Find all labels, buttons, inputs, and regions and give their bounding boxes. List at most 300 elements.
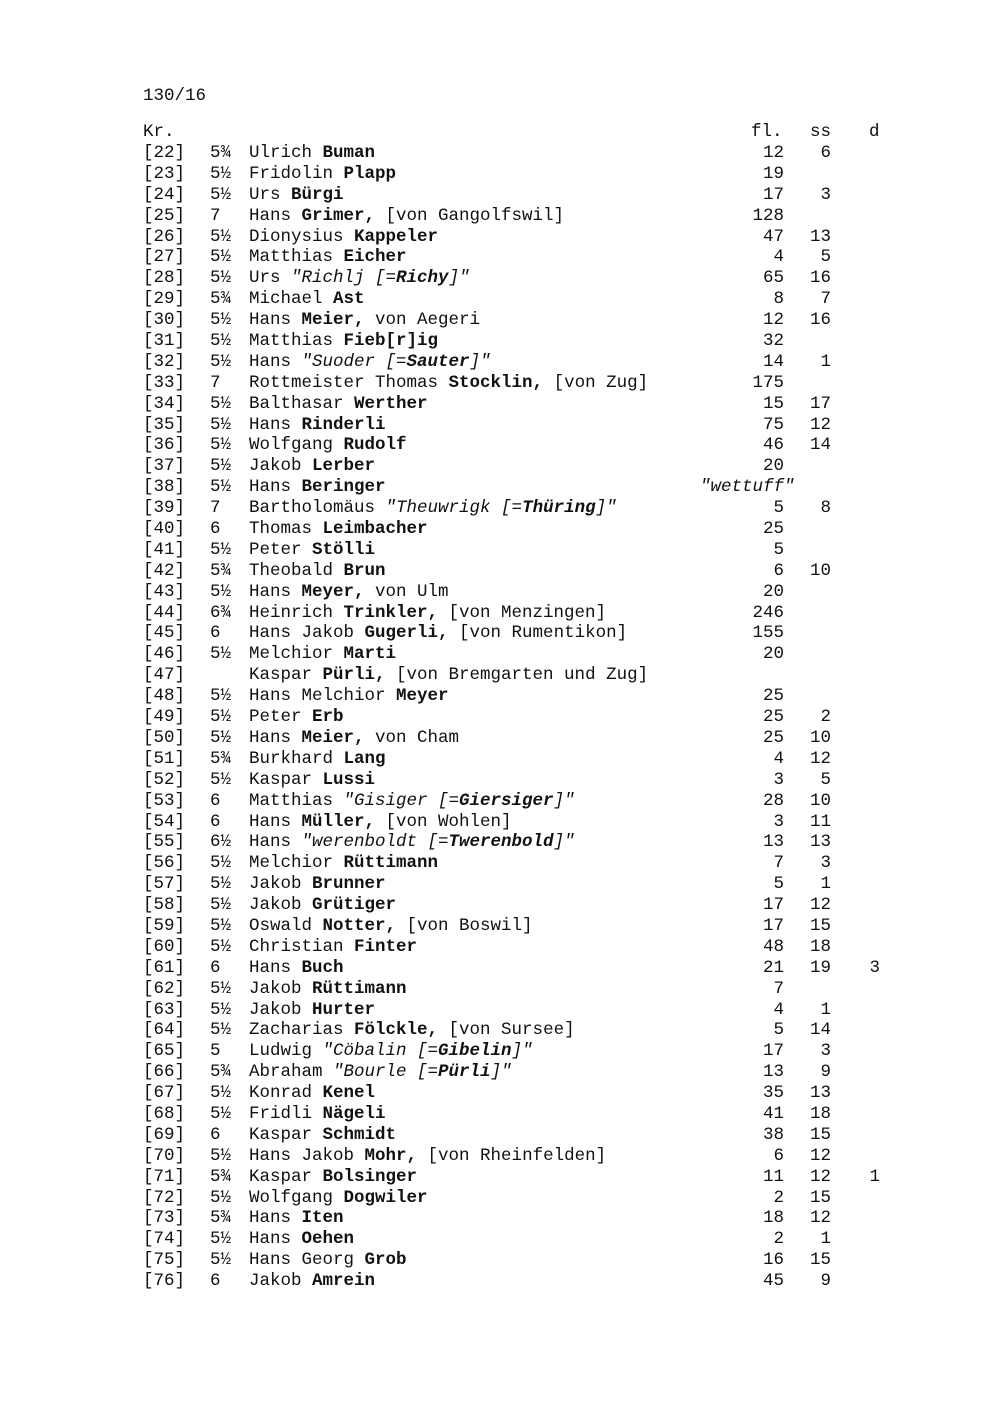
row-number: [51] — [143, 748, 186, 769]
amount-ss: 15 — [809, 915, 831, 936]
table-row — [0, 519, 1000, 540]
interest-rate: 5½ — [210, 477, 232, 498]
amount-ss: 14 — [809, 1020, 831, 1041]
amount-fl: 12 — [762, 143, 784, 163]
interest-rate: 5½ — [210, 727, 232, 748]
table-row — [0, 749, 1000, 770]
amount-d: 1 — [869, 1166, 880, 1187]
amount-ss: 13 — [809, 832, 831, 853]
interest-rate: 5½ — [210, 331, 232, 352]
table-row — [0, 561, 1000, 582]
row-number: [74] — [143, 1229, 186, 1250]
amount-fl: 2 — [773, 1229, 784, 1250]
amount-ss: 12 — [809, 414, 831, 435]
debtor-name: Jakob Rüttimann — [249, 978, 407, 999]
debtor-name: Jakob Brunner — [249, 874, 386, 895]
table-row — [0, 665, 1000, 686]
row-number: [32] — [143, 351, 186, 372]
interest-rate: 5½ — [210, 247, 232, 268]
amount-ss: 1 — [820, 1229, 831, 1250]
debtor-name: Hans Müller, [von Wohlen] — [249, 811, 512, 832]
table-row — [0, 1250, 1000, 1271]
debtor-name: Michael Ast — [249, 289, 365, 310]
interest-rate: 6 — [210, 1124, 221, 1145]
amount-ss: 9 — [820, 1271, 831, 1292]
row-number: [49] — [143, 707, 186, 728]
amount-ss: 13 — [809, 1083, 831, 1104]
interest-rate: 5½ — [210, 1020, 232, 1041]
amount-ss: 18 — [809, 1103, 831, 1124]
table-row — [0, 1020, 1000, 1041]
amount-fl: 45 — [762, 1271, 784, 1292]
amount-fl: 17 — [762, 915, 784, 936]
amount-fl: 20 — [762, 581, 784, 602]
table-row — [0, 415, 1000, 436]
amount-fl: 19 — [762, 163, 784, 184]
amount-ss: 12 — [809, 1145, 831, 1166]
amount-fl: 128 — [752, 205, 784, 226]
amount-fl: 246 — [752, 602, 784, 623]
amount-ss: 17 — [809, 393, 831, 414]
debtor-name: Hans Meier, von Aegeri — [249, 310, 481, 331]
amount-fl: 13 — [762, 832, 784, 853]
interest-rate: 5¾ — [210, 289, 232, 310]
row-number: [59] — [143, 915, 186, 936]
table-row — [0, 206, 1000, 227]
interest-rate: 6 — [210, 1271, 221, 1292]
row-number: [54] — [143, 811, 186, 832]
row-number: [67] — [143, 1083, 186, 1104]
amount-fl: 13 — [762, 1062, 784, 1083]
row-number: [52] — [143, 769, 186, 790]
amount-ss: 16 — [809, 268, 831, 289]
table-row — [0, 331, 1000, 352]
amount-fl: 5 — [773, 539, 784, 560]
table-row — [0, 164, 1000, 185]
interest-rate: 5¾ — [210, 1208, 232, 1229]
debtor-name: Kaspar Pürli, [von Bremgarten und Zug] — [249, 665, 649, 686]
amount-fl: 17 — [762, 895, 784, 916]
amount-fl: 7 — [773, 853, 784, 874]
amount-ss: 10 — [809, 727, 831, 748]
row-number: [26] — [143, 226, 186, 247]
interest-rate: 5½ — [210, 351, 232, 372]
interest-rate: 5½ — [210, 936, 232, 957]
row-number: [71] — [143, 1166, 186, 1187]
amount-ss: 1 — [820, 351, 831, 372]
row-number: [43] — [143, 581, 186, 602]
row-number: [53] — [143, 790, 186, 811]
amount-fl: 65 — [762, 268, 784, 289]
row-number: [75] — [143, 1250, 186, 1271]
debtor-name: Hans Grimer, [von Gangolfswil] — [249, 205, 565, 226]
table-row — [0, 477, 1000, 498]
table-row — [0, 185, 1000, 206]
interest-rate: 6¾ — [210, 602, 232, 623]
interest-rate: 7 — [210, 498, 221, 519]
amount-ss: 11 — [809, 811, 831, 832]
row-number: [64] — [143, 1020, 186, 1041]
row-number: [70] — [143, 1145, 186, 1166]
amount-d: 3 — [869, 957, 880, 978]
table-row — [0, 268, 1000, 289]
row-number: [41] — [143, 539, 186, 560]
table-row — [0, 895, 1000, 916]
page-number: 130/16 — [143, 86, 207, 106]
table-row — [0, 1146, 1000, 1167]
amount-fl: 5 — [773, 874, 784, 895]
header-d: d — [869, 122, 880, 142]
table-row — [0, 874, 1000, 895]
debtor-name: Rottmeister Thomas Stocklin, [von Zug] — [249, 372, 649, 393]
debtor-name: Christian Finter — [249, 936, 418, 957]
row-number: [58] — [143, 895, 186, 916]
table-row — [0, 247, 1000, 268]
interest-rate: 5¾ — [210, 748, 232, 769]
table-row — [0, 498, 1000, 519]
interest-rate: 5½ — [210, 707, 232, 728]
row-number: [44] — [143, 602, 186, 623]
amount-ss: 12 — [809, 748, 831, 769]
amount-fl: 6 — [773, 560, 784, 581]
table-row — [0, 1062, 1000, 1083]
table-row — [0, 1229, 1000, 1250]
interest-rate: 6 — [210, 811, 221, 832]
row-number: [28] — [143, 268, 186, 289]
amount-ss: 12 — [809, 1166, 831, 1187]
row-number: [69] — [143, 1124, 186, 1145]
debtor-name: Hans Jakob Gugerli, [von Rumentikon] — [249, 623, 628, 644]
interest-rate: 5¾ — [210, 1166, 232, 1187]
table-row — [0, 143, 1000, 164]
amount-fl: 20 — [762, 456, 784, 477]
row-number: [27] — [143, 247, 186, 268]
debtor-name: Jakob Grütiger — [249, 895, 397, 916]
row-number: [48] — [143, 686, 186, 707]
table-row — [0, 623, 1000, 644]
debtor-name: Kaspar Lussi — [249, 769, 376, 790]
amount-fl: 11 — [762, 1166, 784, 1187]
interest-rate: 5½ — [210, 184, 232, 205]
interest-rate: 5½ — [210, 435, 232, 456]
amount-ss: 16 — [809, 310, 831, 331]
row-number: [62] — [143, 978, 186, 999]
amount-ss: 3 — [820, 184, 831, 205]
row-number: [34] — [143, 393, 186, 414]
row-number: [37] — [143, 456, 186, 477]
interest-rate: 5 — [210, 1041, 221, 1062]
row-number: [63] — [143, 999, 186, 1020]
interest-rate: 5½ — [210, 1250, 232, 1271]
table-row — [0, 540, 1000, 561]
debtor-name: Fridolin Plapp — [249, 163, 397, 184]
table-row — [0, 456, 1000, 477]
interest-rate: 5½ — [210, 268, 232, 289]
row-number: [66] — [143, 1062, 186, 1083]
debtor-name: Thomas Leimbacher — [249, 519, 428, 540]
row-number: [46] — [143, 644, 186, 665]
row-number: [22] — [143, 143, 186, 163]
interest-rate: 5¾ — [210, 560, 232, 581]
header-ss: ss — [810, 122, 832, 142]
interest-rate: 5½ — [210, 456, 232, 477]
debtor-name: Hans "Suoder [=Sauter]" — [249, 351, 491, 372]
debtor-name: Jakob Lerber — [249, 456, 376, 477]
debtor-name: Melchior Rüttimann — [249, 853, 439, 874]
amount-ss: 15 — [809, 1124, 831, 1145]
debtor-name: Hans Buch — [249, 957, 344, 978]
amount-fl: 16 — [762, 1250, 784, 1271]
debtor-name: Peter Stölli — [249, 539, 376, 560]
table-row — [0, 791, 1000, 812]
amount-ss: 10 — [809, 560, 831, 581]
debtor-name: Ludwig "Cöbalin [=Gibelin]" — [249, 1041, 533, 1062]
interest-rate: 5½ — [210, 999, 232, 1020]
table-row — [0, 1000, 1000, 1021]
table-row — [0, 1208, 1000, 1229]
amount-fl: 38 — [762, 1124, 784, 1145]
amount-ss: 2 — [820, 707, 831, 728]
table-row — [0, 352, 1000, 373]
debtor-name: Burkhard Lang — [249, 748, 386, 769]
amount-fl: 21 — [762, 957, 784, 978]
amount-fl: 14 — [762, 351, 784, 372]
interest-rate: 5½ — [210, 978, 232, 999]
amount-fl: 75 — [762, 414, 784, 435]
amount-fl: 18 — [762, 1208, 784, 1229]
table-row — [0, 373, 1000, 394]
interest-rate: 5½ — [210, 1229, 232, 1250]
amount-ss: 7 — [820, 289, 831, 310]
amount-ss: 12 — [809, 895, 831, 916]
header-fl: fl. — [751, 122, 783, 142]
table-row — [0, 310, 1000, 331]
amount-ss: 18 — [809, 936, 831, 957]
debtor-name: Matthias "Gisiger [=Giersiger]" — [249, 790, 575, 811]
amount-ss: 5 — [820, 247, 831, 268]
interest-rate: 5½ — [210, 393, 232, 414]
row-number: [45] — [143, 623, 186, 644]
amount-ss: 1 — [820, 999, 831, 1020]
interest-rate: 5½ — [210, 581, 232, 602]
debtor-name: Kaspar Schmidt — [249, 1124, 397, 1145]
interest-rate: 5½ — [210, 874, 232, 895]
amount-ss: 19 — [809, 957, 831, 978]
debtor-name: Ulrich Buman — [249, 143, 376, 163]
row-number: [39] — [143, 498, 186, 519]
amount-fl: 46 — [762, 435, 784, 456]
amount-ss: 5 — [820, 769, 831, 790]
debtor-name: Jakob Hurter — [249, 999, 376, 1020]
amount-fl: 17 — [762, 1041, 784, 1062]
amount-fl: 8 — [773, 289, 784, 310]
ledger-table — [0, 143, 1000, 1292]
interest-rate: 7 — [210, 372, 221, 393]
debtor-name: Peter Erb — [249, 707, 344, 728]
row-number: [30] — [143, 310, 186, 331]
amount-fl: 48 — [762, 936, 784, 957]
amount-fl: 17 — [762, 184, 784, 205]
interest-rate: 5½ — [210, 310, 232, 331]
amount-fl: 7 — [773, 978, 784, 999]
row-number: [57] — [143, 874, 186, 895]
amount-fl: 15 — [762, 393, 784, 414]
amount-fl: 28 — [762, 790, 784, 811]
table-row — [0, 979, 1000, 1000]
amount-fl: 6 — [773, 1145, 784, 1166]
amount-ss: 15 — [809, 1187, 831, 1208]
table-row — [0, 227, 1000, 248]
debtor-name: Hans Beringer — [249, 477, 386, 498]
debtor-name: Hans Jakob Mohr, [von Rheinfelden] — [249, 1145, 607, 1166]
table-row — [0, 728, 1000, 749]
amount-ss: 8 — [820, 498, 831, 519]
debtor-name: Hans Georg Grob — [249, 1250, 407, 1271]
debtor-name: Dionysius Kappeler — [249, 226, 439, 247]
table-row — [0, 1125, 1000, 1146]
table-row — [0, 644, 1000, 665]
amount-fl: 3 — [773, 811, 784, 832]
table-row — [0, 770, 1000, 791]
amount-fl: 20 — [762, 644, 784, 665]
row-number: [73] — [143, 1208, 186, 1229]
interest-rate: 6 — [210, 623, 221, 644]
debtor-name: Balthasar Werther — [249, 393, 428, 414]
row-number: [47] — [143, 665, 186, 686]
interest-rate: 6 — [210, 519, 221, 540]
debtor-name: Wolfgang Dogwiler — [249, 1187, 428, 1208]
table-row — [0, 686, 1000, 707]
amount-ss: 13 — [809, 226, 831, 247]
amount-ss: 9 — [820, 1062, 831, 1083]
table-row — [0, 958, 1000, 979]
row-number: [29] — [143, 289, 186, 310]
amount-fl: 47 — [762, 226, 784, 247]
row-number: [60] — [143, 936, 186, 957]
table-row — [0, 289, 1000, 310]
debtor-name: Abraham "Bourle [=Pürli]" — [249, 1062, 512, 1083]
interest-rate: 5½ — [210, 853, 232, 874]
amount-fl: 4 — [773, 247, 784, 268]
table-row — [0, 916, 1000, 937]
amount-fl: 3 — [773, 769, 784, 790]
table-row — [0, 1083, 1000, 1104]
interest-rate: 5½ — [210, 895, 232, 916]
amount-fl: 5 — [773, 1020, 784, 1041]
amount-ss: 15 — [809, 1250, 831, 1271]
interest-rate: 5½ — [210, 915, 232, 936]
interest-rate: 5½ — [210, 539, 232, 560]
debtor-name: Fridli Nägeli — [249, 1103, 386, 1124]
debtor-name: Oswald Notter, [von Boswil] — [249, 915, 533, 936]
amount-ss: 14 — [809, 435, 831, 456]
debtor-name: Hans Meyer, von Ulm — [249, 581, 449, 602]
amount-ss: 3 — [820, 853, 831, 874]
debtor-name: Hans "werenboldt [=Twerenbold]" — [249, 832, 575, 853]
amount-fl: 2 — [773, 1187, 784, 1208]
row-number: [35] — [143, 414, 186, 435]
debtor-name: Zacharias Fölckle, [von Sursee] — [249, 1020, 575, 1041]
amount-ss: 1 — [820, 874, 831, 895]
table-row — [0, 1271, 1000, 1292]
interest-rate: 5½ — [210, 414, 232, 435]
row-number: [72] — [143, 1187, 186, 1208]
row-number: [31] — [143, 331, 186, 352]
interest-rate: 6½ — [210, 832, 232, 853]
debtor-name: Urs "Richlj [=Richy]" — [249, 268, 470, 289]
row-number: [50] — [143, 727, 186, 748]
interest-rate: 6 — [210, 957, 221, 978]
row-number: [65] — [143, 1041, 186, 1062]
amount-fl: 5 — [773, 498, 784, 519]
amount-fl: 175 — [752, 372, 784, 393]
row-number: [55] — [143, 832, 186, 853]
amount-fl: 12 — [762, 310, 784, 331]
row-number: [68] — [143, 1103, 186, 1124]
amount-ss: 12 — [809, 1208, 831, 1229]
table-row — [0, 1041, 1000, 1062]
table-row — [0, 435, 1000, 456]
table-row — [0, 707, 1000, 728]
debtor-name: Matthias Fieb[r]ig — [249, 331, 439, 352]
debtor-name: Hans Iten — [249, 1208, 344, 1229]
amount-fl: 4 — [773, 748, 784, 769]
row-number: [61] — [143, 957, 186, 978]
debtor-name: Hans Rinderli — [249, 414, 386, 435]
amount-fl: 4 — [773, 999, 784, 1020]
amount-fl: 155 — [752, 623, 784, 644]
interest-rate: 5½ — [210, 1083, 232, 1104]
amount-fl: 25 — [762, 519, 784, 540]
table-header — [0, 122, 1000, 143]
debtor-name: Hans Oehen — [249, 1229, 355, 1250]
amount-ss: 10 — [809, 790, 831, 811]
interest-rate: 5½ — [210, 226, 232, 247]
table-row — [0, 1104, 1000, 1125]
amount-fl: 25 — [762, 686, 784, 707]
row-number: [23] — [143, 163, 186, 184]
amount-fl: 32 — [762, 331, 784, 352]
debtor-name: Kaspar Bolsinger — [249, 1166, 418, 1187]
table-row — [0, 832, 1000, 853]
interest-rate: 5¾ — [210, 1062, 232, 1083]
debtor-name: Urs Bürgi — [249, 184, 344, 205]
amount-fl: 41 — [762, 1103, 784, 1124]
table-row — [0, 603, 1000, 624]
interest-rate: 5½ — [210, 1187, 232, 1208]
debtor-name: Theobald Brun — [249, 560, 386, 581]
table-row — [0, 1167, 1000, 1188]
interest-rate: 5½ — [210, 163, 232, 184]
row-number: [76] — [143, 1271, 186, 1292]
table-row — [0, 812, 1000, 833]
row-number: [40] — [143, 519, 186, 540]
interest-rate: 5¾ — [210, 143, 232, 163]
row-number: [24] — [143, 184, 186, 205]
amount-fl: "wettuff" — [700, 477, 795, 498]
row-number: [38] — [143, 477, 186, 498]
row-number: [36] — [143, 435, 186, 456]
debtor-name: Wolfgang Rudolf — [249, 435, 407, 456]
debtor-name: Hans Melchior Meyer — [249, 686, 449, 707]
amount-fl: 25 — [762, 727, 784, 748]
amount-ss: 3 — [820, 1041, 831, 1062]
debtor-name: Hans Meier, von Cham — [249, 727, 460, 748]
interest-rate: 5½ — [210, 644, 232, 665]
debtor-name: Matthias Eicher — [249, 247, 407, 268]
debtor-name: Bartholomäus "Theuwrigk [=Thüring]" — [249, 498, 617, 519]
interest-rate: 5½ — [210, 686, 232, 707]
